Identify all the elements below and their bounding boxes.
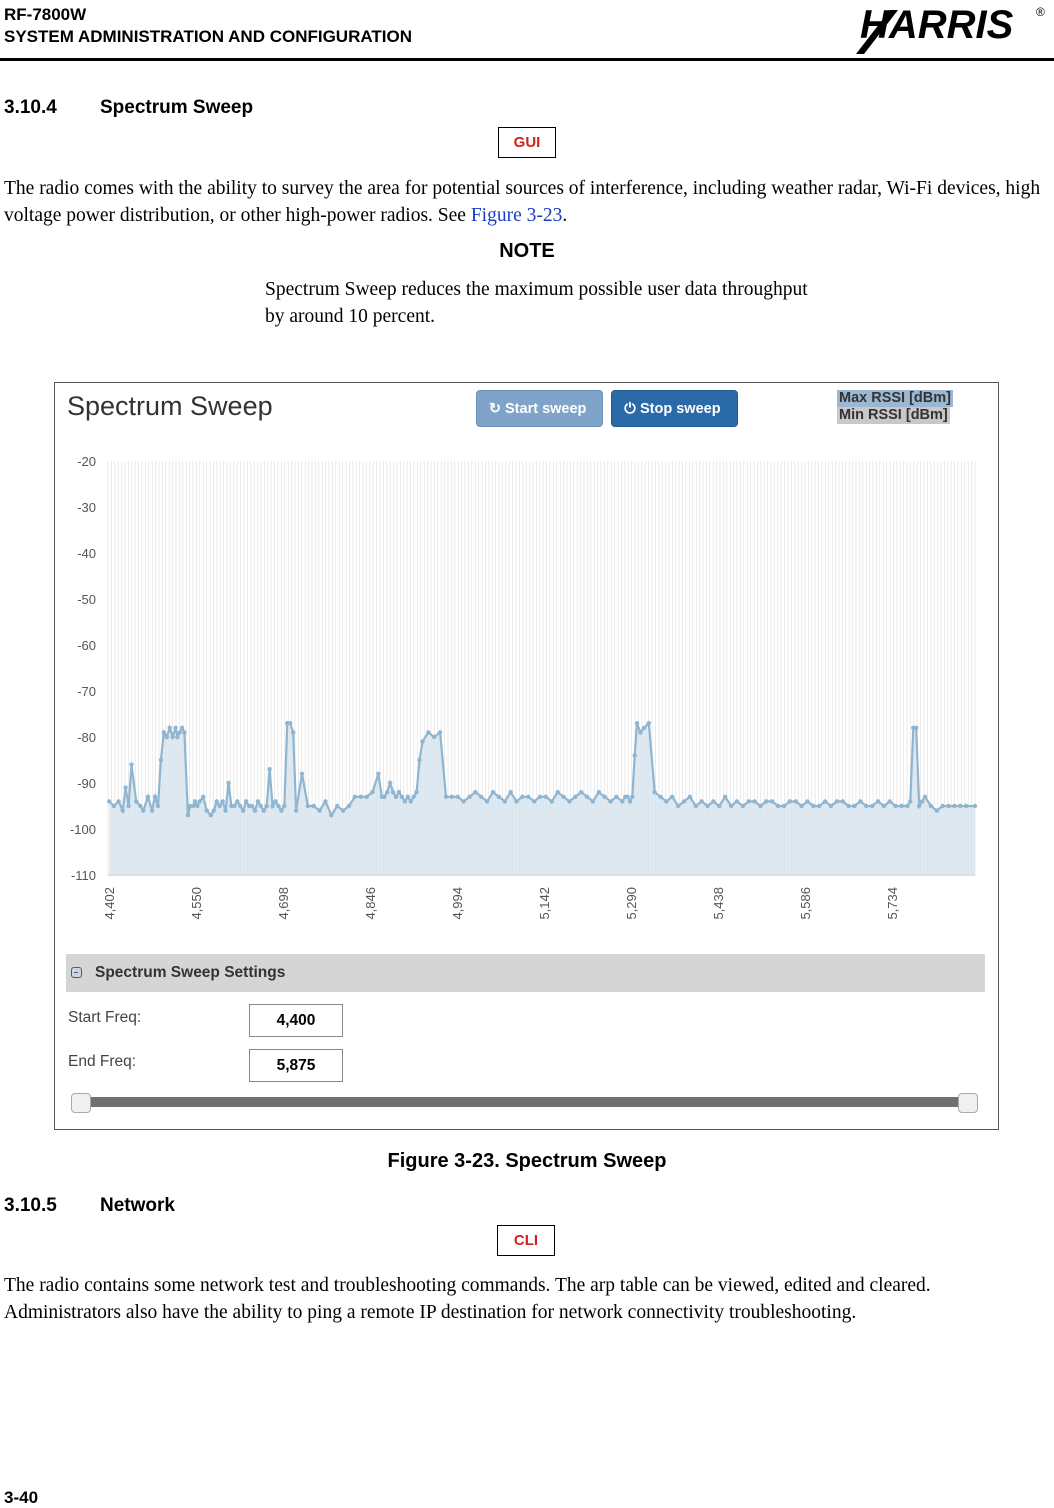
data-point — [123, 785, 127, 789]
data-point — [647, 721, 651, 725]
end-freq-label: End Freq: — [68, 1053, 137, 1070]
data-point — [682, 799, 686, 803]
data-point — [917, 804, 921, 808]
data-point — [146, 795, 150, 799]
data-point — [888, 799, 892, 803]
data-point — [376, 772, 380, 776]
x-tick-label: 5,438 — [711, 887, 727, 920]
data-point — [112, 804, 116, 808]
data-point — [175, 735, 179, 739]
data-point — [676, 804, 680, 808]
data-point — [223, 808, 227, 812]
data-point — [508, 790, 512, 794]
data-point — [134, 799, 138, 803]
data-point — [279, 808, 283, 812]
data-point — [197, 799, 201, 803]
data-point — [406, 795, 410, 799]
data-point — [226, 781, 230, 785]
data-point — [620, 799, 624, 803]
data-point — [178, 730, 182, 734]
data-point — [212, 808, 216, 812]
data-point — [846, 804, 850, 808]
start-freq-label: Start Freq: — [68, 1009, 142, 1026]
data-point — [329, 813, 333, 817]
data-point — [561, 795, 565, 799]
data-point — [432, 735, 436, 739]
data-point — [385, 790, 389, 794]
data-point — [220, 799, 224, 803]
data-point — [746, 799, 750, 803]
data-point — [788, 799, 792, 803]
data-point — [823, 799, 827, 803]
data-point — [929, 804, 933, 808]
data-point — [253, 808, 257, 812]
data-point — [920, 799, 924, 803]
data-point — [908, 799, 912, 803]
collapse-icon[interactable] — [71, 967, 82, 978]
legend-max-rssi[interactable]: Max RSSI [dBm] — [839, 390, 951, 406]
data-point — [138, 804, 142, 808]
data-point — [699, 799, 703, 803]
data-point — [532, 799, 536, 803]
data-point — [567, 799, 571, 803]
data-point — [182, 730, 186, 734]
data-point — [168, 726, 172, 730]
data-point — [282, 804, 286, 808]
x-tick-label: 4,698 — [276, 887, 292, 920]
data-point — [520, 795, 524, 799]
data-point — [265, 804, 269, 808]
data-point — [107, 799, 111, 803]
data-point — [306, 804, 310, 808]
logo-text: HARRIS — [860, 3, 1014, 47]
data-point — [555, 790, 559, 794]
data-point — [259, 804, 263, 808]
data-point — [215, 799, 219, 803]
data-point — [126, 804, 130, 808]
y-tick-label: -20 — [77, 454, 96, 469]
document-section-title: SYSTEM ADMINISTRATION AND CONFIGURATION — [4, 27, 412, 46]
header-rule — [0, 58, 1054, 61]
document-product: RF-7800W — [4, 5, 87, 24]
data-point — [841, 799, 845, 803]
data-point — [770, 799, 774, 803]
data-point — [400, 795, 404, 799]
data-point — [191, 804, 195, 808]
figure-link[interactable]: Figure 3-23 — [470, 205, 563, 226]
x-tick-label: 4,994 — [450, 887, 466, 920]
data-point — [870, 804, 874, 808]
spectrum-chart — [55, 443, 998, 943]
y-tick-label: -50 — [77, 592, 96, 607]
figure-caption: Figure 3-23. Spectrum Sweep — [387, 1150, 667, 1172]
data-point — [335, 804, 339, 808]
data-point — [426, 730, 430, 734]
y-tick-label: -80 — [77, 730, 96, 745]
data-point — [473, 790, 477, 794]
data-point — [652, 790, 656, 794]
data-point — [209, 813, 213, 817]
data-point — [382, 795, 386, 799]
data-point — [946, 804, 950, 808]
data-point — [205, 808, 209, 812]
slider-handle-end[interactable] — [958, 1093, 978, 1113]
data-point — [173, 726, 177, 730]
data-point — [193, 799, 197, 803]
data-point — [150, 808, 154, 812]
data-point — [864, 804, 868, 808]
harris-logo — [846, 0, 1050, 56]
data-point — [811, 804, 815, 808]
data-point — [388, 781, 392, 785]
data-point — [273, 799, 277, 803]
x-tick-label: 4,846 — [363, 887, 379, 920]
data-point — [353, 795, 357, 799]
data-point — [479, 795, 483, 799]
frequency-range-slider[interactable] — [78, 1097, 968, 1107]
data-point — [638, 730, 642, 734]
data-point — [935, 808, 939, 812]
data-point — [717, 804, 721, 808]
data-point — [952, 804, 956, 808]
data-point — [958, 804, 962, 808]
stop-sweep-button[interactable]: ⏻ Stop sweep — [611, 390, 738, 427]
data-point — [180, 726, 184, 730]
refresh-icon: ↻ — [488, 401, 502, 417]
data-point — [444, 795, 448, 799]
data-point — [156, 804, 160, 808]
legend-min-rssi[interactable]: Min RSSI [dBm] — [839, 407, 948, 423]
data-point — [923, 795, 927, 799]
data-point — [312, 804, 316, 808]
y-tick-label: -40 — [77, 546, 96, 561]
power-icon: ⏻ — [624, 401, 636, 417]
data-point — [201, 795, 205, 799]
data-point — [899, 804, 903, 808]
data-point — [794, 799, 798, 803]
data-point — [217, 804, 221, 808]
data-point — [723, 795, 727, 799]
data-point — [186, 813, 190, 817]
data-point — [291, 730, 295, 734]
data-point — [694, 804, 698, 808]
data-point — [805, 799, 809, 803]
data-point — [170, 735, 174, 739]
data-point — [670, 795, 674, 799]
data-point — [120, 808, 124, 812]
data-point — [411, 795, 415, 799]
data-point — [359, 795, 363, 799]
data-point — [414, 790, 418, 794]
data-point — [262, 808, 266, 812]
data-point — [964, 804, 968, 808]
data-point — [153, 795, 157, 799]
data-point — [403, 799, 407, 803]
section-heading-network: Network — [100, 1195, 175, 1216]
data-point — [829, 804, 833, 808]
data-point — [450, 795, 454, 799]
y-tick-label: -100 — [69, 822, 96, 837]
data-point — [503, 799, 507, 803]
data-point — [417, 758, 421, 762]
data-point — [876, 799, 880, 803]
x-tick-label: 4,402 — [102, 887, 118, 920]
data-point — [195, 804, 199, 808]
data-point — [573, 795, 577, 799]
data-point — [835, 799, 839, 803]
data-point — [238, 804, 242, 808]
data-point — [893, 804, 897, 808]
data-point — [159, 758, 163, 762]
data-point — [162, 730, 166, 734]
data-point — [538, 795, 542, 799]
data-point — [625, 795, 629, 799]
y-tick-label: -30 — [77, 500, 96, 515]
data-point — [514, 799, 518, 803]
data-point — [664, 799, 668, 803]
section-number: 3.10.4 — [4, 97, 57, 118]
data-point — [635, 721, 639, 725]
data-point — [235, 799, 239, 803]
data-point — [752, 799, 756, 803]
page-number: 3-40 — [4, 1488, 39, 1507]
data-point — [705, 804, 709, 808]
data-point — [467, 795, 471, 799]
data-point — [591, 799, 595, 803]
data-point — [397, 790, 401, 794]
section-heading: Spectrum Sweep — [100, 97, 254, 118]
end-freq-input[interactable]: 5,875 — [249, 1049, 343, 1082]
note-heading: NOTE — [499, 240, 555, 262]
data-point — [614, 795, 618, 799]
y-tick-label: -90 — [77, 776, 96, 791]
data-point — [323, 799, 327, 803]
data-point — [741, 804, 745, 808]
data-point — [241, 808, 245, 812]
data-point — [288, 721, 292, 725]
data-point — [491, 790, 495, 794]
start-sweep-button[interactable]: ↻ Start sweep — [476, 390, 603, 427]
data-point — [341, 808, 345, 812]
data-point — [914, 726, 918, 730]
data-point — [364, 795, 368, 799]
data-point — [782, 804, 786, 808]
data-point — [602, 795, 606, 799]
data-point — [244, 799, 248, 803]
data-point — [550, 799, 554, 803]
data-point — [729, 804, 733, 808]
data-point — [735, 799, 739, 803]
data-point — [250, 804, 254, 808]
data-point — [585, 795, 589, 799]
data-point — [597, 790, 601, 794]
data-point — [688, 795, 692, 799]
cli-tag: CLI — [497, 1225, 555, 1256]
x-tick-label: 5,290 — [624, 887, 640, 920]
data-point — [294, 808, 298, 812]
data-point — [165, 735, 169, 739]
data-point — [817, 804, 821, 808]
note-text: Spectrum Sweep reduces the maximum possible user data throughput by around 10 percent. — [265, 279, 808, 327]
gui-tag: GUI — [498, 127, 556, 158]
x-tick-label: 5,142 — [537, 887, 553, 920]
section-number-network: 3.10.5 — [4, 1195, 57, 1216]
data-point — [141, 808, 145, 812]
y-tick-label: -110 — [70, 868, 96, 883]
data-point — [776, 804, 780, 808]
data-point — [394, 795, 398, 799]
data-point — [317, 808, 321, 812]
data-point — [711, 799, 715, 803]
data-point — [628, 799, 632, 803]
data-point — [973, 804, 977, 808]
data-point — [267, 767, 271, 771]
data-point — [129, 762, 133, 766]
data-point — [409, 799, 413, 803]
series-area — [109, 723, 975, 875]
data-point — [232, 804, 236, 808]
data-point — [300, 772, 304, 776]
data-point — [347, 804, 351, 808]
data-point — [579, 790, 583, 794]
start-freq-input[interactable]: 4,400 — [249, 1004, 343, 1037]
data-point — [438, 730, 442, 734]
data-point — [391, 790, 395, 794]
data-point — [544, 795, 548, 799]
slider-handle-start[interactable] — [71, 1093, 91, 1113]
intro-paragraph: The radio comes with the ability to survey the area for potential sources of interference, including weather radar, Wi-Fi devices, high voltage power distribution, or other high-power radios. See Figure 3-23. — [4, 178, 1041, 226]
data-point — [456, 795, 460, 799]
data-point — [270, 804, 274, 808]
data-point — [276, 804, 280, 808]
data-point — [905, 804, 909, 808]
data-point — [370, 790, 374, 794]
y-tick-label: -60 — [77, 638, 96, 653]
data-point — [940, 804, 944, 808]
data-point — [758, 804, 762, 808]
data-point — [526, 795, 530, 799]
settings-title: Spectrum Sweep Settings — [95, 964, 286, 981]
data-point — [116, 799, 120, 803]
x-tick-label: 5,586 — [798, 887, 814, 920]
data-point — [630, 795, 634, 799]
registered-mark: ® — [1036, 5, 1045, 19]
y-tick-label: -70 — [77, 684, 96, 699]
x-tick-label: 4,550 — [189, 887, 205, 920]
data-point — [882, 804, 886, 808]
data-point — [764, 799, 768, 803]
data-point — [608, 799, 612, 803]
settings-header[interactable] — [66, 954, 985, 992]
data-point — [799, 804, 803, 808]
data-point — [420, 739, 424, 743]
data-point — [642, 726, 646, 730]
data-point — [256, 799, 260, 803]
data-point — [852, 804, 856, 808]
data-point — [461, 799, 465, 803]
data-point — [497, 795, 501, 799]
network-paragraph: The radio contains some network test and troubleshooting commands. The arp table can be viewed, edited and cleared. Administrators also have the ability to ping a remote IP destination for network connectivity troubleshooting. — [4, 1275, 931, 1323]
x-tick-label: 5,734 — [885, 887, 901, 920]
data-point — [658, 795, 662, 799]
data-point — [485, 799, 489, 803]
data-point — [632, 753, 636, 757]
data-point — [858, 799, 862, 803]
screenshot-title: Spectrum Sweep — [67, 391, 273, 421]
spectrum-sweep-screenshot — [54, 382, 999, 1130]
